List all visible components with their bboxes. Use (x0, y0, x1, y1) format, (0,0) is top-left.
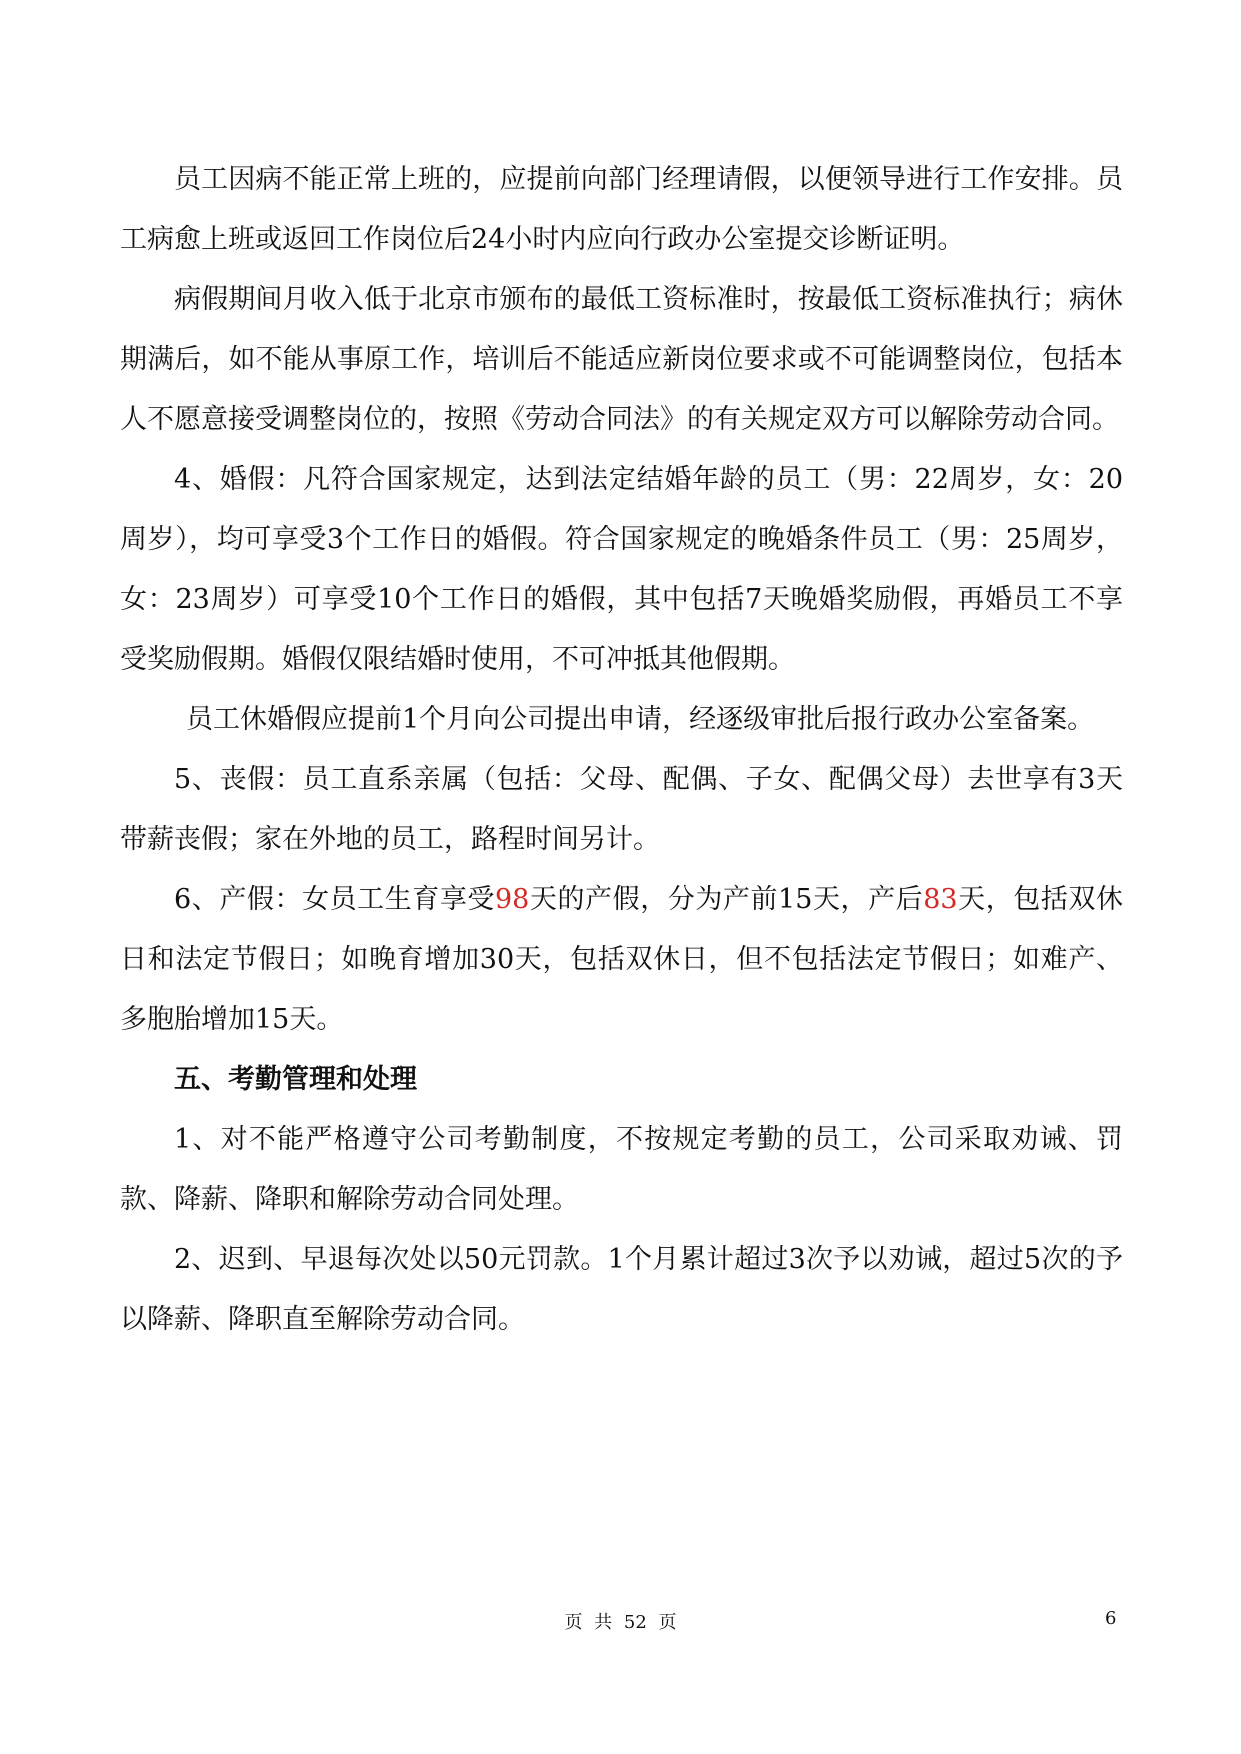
footer-page-label: 页 (564, 1612, 583, 1633)
page-number: 6 (1105, 1608, 1117, 1629)
paragraph-sick-leave-notice: 员工因病不能正常上班的，应提前向部门经理请假，以便领导进行工作安排。员工病愈上班或返回工作岗位后24小时内应向行政办公室提交诊断证明。 (120, 164, 1123, 255)
maternity-days-after: 83 (923, 884, 958, 915)
maternity-days-total: 98 (495, 884, 530, 915)
paragraph-attendance-rule-1: 1、对不能严格遵守公司考勤制度，不按规定考勤的员工，公司采取劝诫、罚款、降薪、降职和解除劳动合同处理。 (120, 1124, 1123, 1215)
page-footer (0, 1608, 1241, 1634)
paragraph-marriage-leave: 4、婚假：凡符合国家规定，达到法定结婚年龄的员工（男：22周岁，女：20周岁），均可享受3个工作日的婚假。符合国家规定的晚婚条件员工（男：25周岁，女：23周岁）可享受10个工作日的婚假，其中包括7天晚婚奖励假，再婚员工不享受奖励假期。婚假仅限结婚时使用，不可冲抵其他假期。 (120, 464, 1123, 675)
maternity-text-a: 6、产假：女员工生育享受 (174, 884, 495, 915)
footer-total-pages: 52 (623, 1612, 647, 1633)
paragraph-sick-leave-pay: 病假期间月收入低于北京市颁布的最低工资标准时，按最低工资标准执行；病休期满后，如不能从事原工作，培训后不能适应新岗位要求或不可能调整岗位，包括本人不愿意接受调整岗位的，按照《劳动合同法》的有关规定双方可以解除劳动合同。 (120, 284, 1123, 435)
paragraph-marriage-leave-application: 员工休婚假应提前1个月向公司提出申请，经逐级审批后报行政办公室备案。 (186, 704, 1095, 735)
document-body (120, 150, 1123, 1350)
maternity-text-e: 天，包括双休日和法定节假日；如晚育增加30天，包括双休日，但不包括法定节假日；如难产、多胞胎增加15天。 (120, 884, 1123, 1035)
footer-page-label-end: 页 (658, 1612, 677, 1633)
maternity-text-c: 天的产假，分为产前15天，产后 (529, 884, 924, 915)
paragraph-bereavement-leave: 5、丧假：员工直系亲属（包括：父母、配偶、子女、配偶父母）去世享有3天带薪丧假；家在外地的员工，路程时间另计。 (120, 764, 1123, 855)
footer-total-label: 共 (594, 1612, 613, 1633)
paragraph-attendance-rule-2: 2、迟到、早退每次处以50元罚款。1个月累计超过3次予以劝诫，超过5次的予以降薪、降职直至解除劳动合同。 (120, 1244, 1123, 1335)
paragraph-maternity-leave (120, 870, 1123, 1050)
section-heading-attendance: 五、考勤管理和处理 (174, 1064, 417, 1095)
